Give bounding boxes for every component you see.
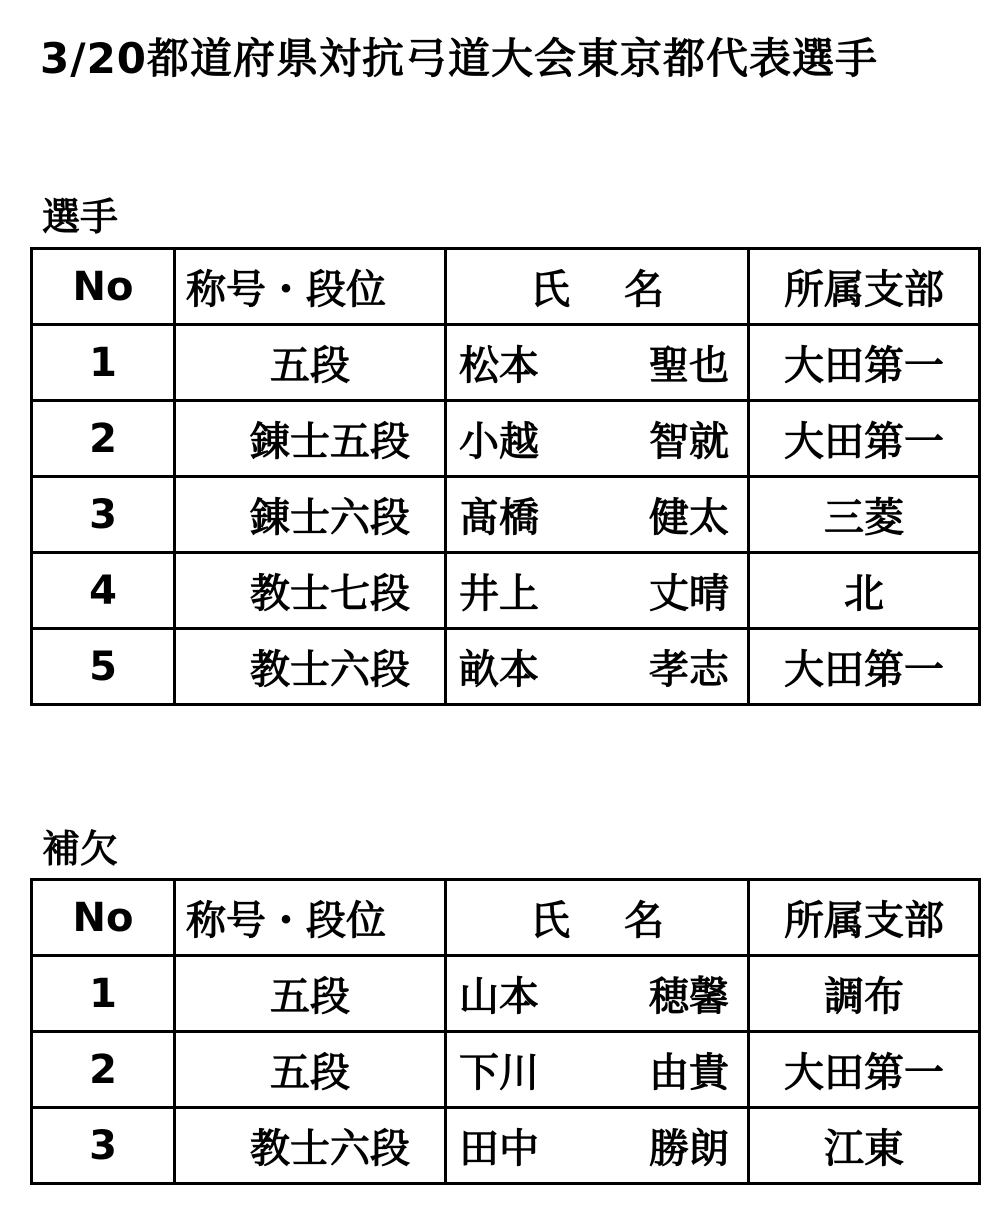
row-rank: 五段 [175,956,446,1032]
table-row [32,1108,980,1184]
row-name-family: 山本 [459,974,539,1020]
table-row [32,477,980,553]
players-table [30,247,981,706]
row-name [446,553,749,629]
row-branch: 三菱 [749,477,980,553]
row-name-given: 聖也 [649,343,729,389]
row-number: 3 [32,1108,175,1184]
row-name-given: 智就 [649,419,729,465]
row-name-family: 田中 [459,1126,539,1172]
row-rank: 錬士六段 [175,477,446,553]
row-name [446,629,749,705]
row-name [446,1032,749,1108]
row-number: 5 [32,629,175,705]
section-label-players: 選手 [42,195,119,239]
row-name-wrap [447,334,747,391]
header-no: No [32,249,175,325]
row-number: 2 [32,401,175,477]
row-name-given: 穂馨 [649,974,729,1020]
row-branch: 北 [749,553,980,629]
row-name-family: 小越 [459,419,539,465]
header-name-given: 名 [624,898,664,944]
row-name-wrap [447,1117,747,1174]
header-name-family: 氏 [530,898,570,944]
page-title: 3/20都道府県対抗弓道大会東京都代表選手 [40,34,879,83]
table-header-row [32,880,980,956]
row-branch: 大田第一 [749,325,980,401]
row-number: 1 [32,956,175,1032]
table-row [32,1032,980,1108]
row-name-family: 畝本 [459,647,539,693]
row-number: 3 [32,477,175,553]
row-name [446,956,749,1032]
row-rank: 教士六段 [175,629,446,705]
table-row [32,401,980,477]
row-branch: 大田第一 [749,629,980,705]
table-row [32,956,980,1032]
header-name-given: 名 [624,267,664,313]
row-name-given: 由貴 [649,1050,729,1096]
header-name [446,249,749,325]
row-name-wrap [447,638,747,695]
header-rank: 称号・段位 [175,880,446,956]
row-number: 2 [32,1032,175,1108]
row-rank: 五段 [175,325,446,401]
section-label-substitutes: 補欠 [42,827,119,871]
substitutes-table [30,878,981,1185]
table-row [32,629,980,705]
row-name-given: 丈晴 [649,571,729,617]
row-branch: 江東 [749,1108,980,1184]
table-row [32,325,980,401]
row-branch: 大田第一 [749,401,980,477]
row-rank: 錬士五段 [175,401,446,477]
row-rank: 教士六段 [175,1108,446,1184]
table-row [32,553,980,629]
row-name-wrap [447,486,747,543]
row-name [446,477,749,553]
row-name [446,401,749,477]
table-header-row [32,249,980,325]
row-branch: 大田第一 [749,1032,980,1108]
row-name-wrap [447,410,747,467]
header-branch: 所属支部 [749,880,980,956]
header-name [446,880,749,956]
players-table-body [32,249,980,705]
header-no: No [32,880,175,956]
row-name-family: 下川 [459,1050,539,1096]
row-name-wrap [447,965,747,1022]
row-branch: 調布 [749,956,980,1032]
row-name-given: 勝朗 [649,1126,729,1172]
row-name-family: 髙橋 [459,495,539,541]
row-name-given: 孝志 [649,647,729,693]
row-name [446,325,749,401]
row-rank: 教士七段 [175,553,446,629]
row-name-given: 健太 [649,495,729,541]
row-name [446,1108,749,1184]
row-name-family: 松本 [459,343,539,389]
row-name-family: 井上 [459,571,539,617]
substitutes-table-body [32,880,980,1184]
row-number: 1 [32,325,175,401]
header-rank: 称号・段位 [175,249,446,325]
row-rank: 五段 [175,1032,446,1108]
header-name-family: 氏 [530,267,570,313]
row-name-wrap [447,562,747,619]
header-branch: 所属支部 [749,249,980,325]
row-name-wrap [447,1041,747,1098]
row-number: 4 [32,553,175,629]
